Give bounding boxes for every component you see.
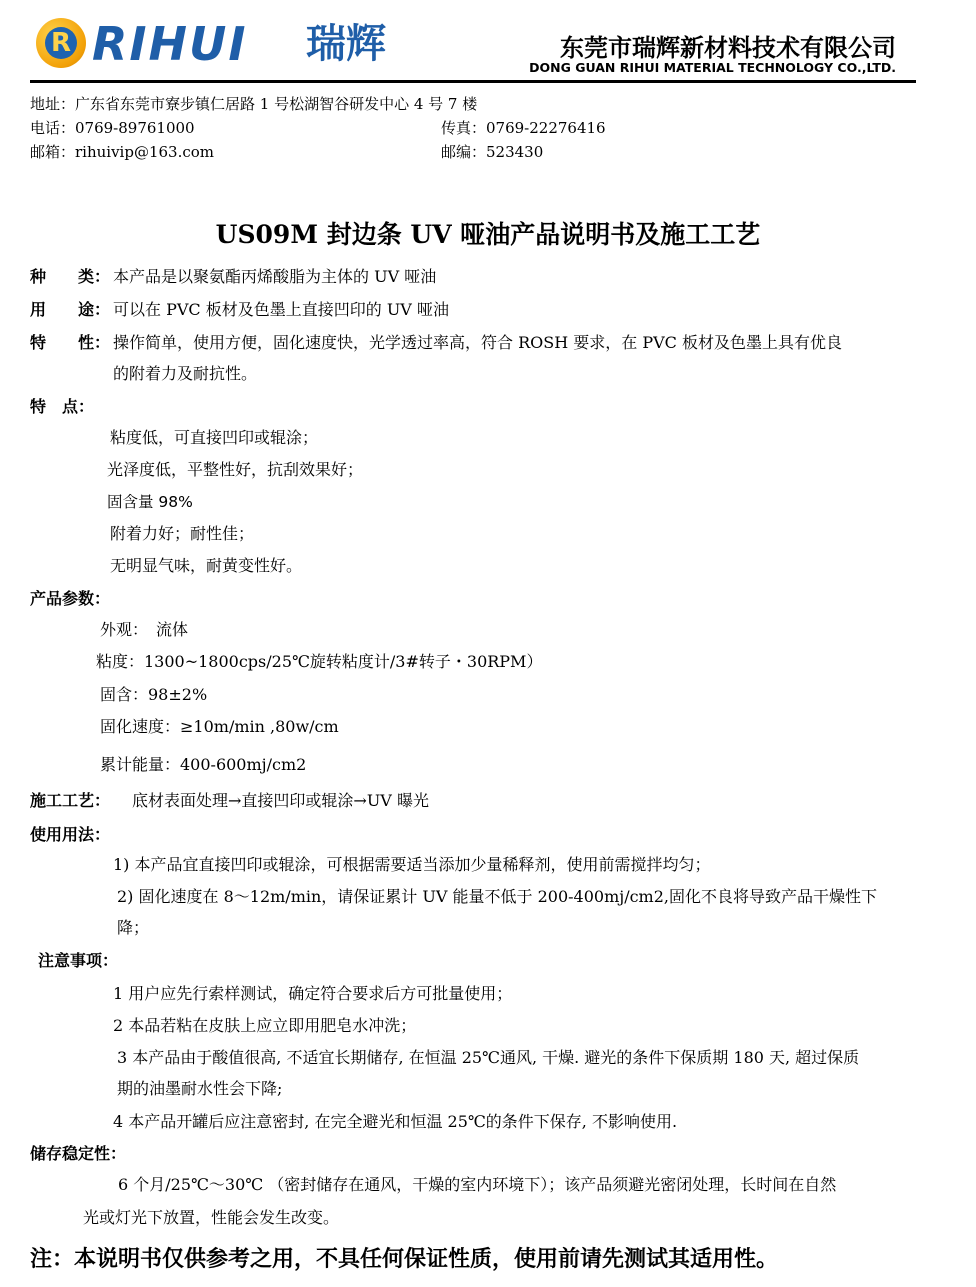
disclaimer: 注：本说明书仅供参考之用，不具任何保证性质，使用前请先测试其适用性。	[30, 1247, 779, 1272]
param-viscosity: 粘度：1300~1800cps/25℃旋转粘度计/3#转子・30RPM）	[96, 652, 543, 671]
email: 邮箱：rihuivip@163.com	[30, 143, 215, 161]
logo-wordmark: RIHUI	[92, 17, 248, 71]
property-label: 特 性：	[30, 333, 111, 352]
postcode: 邮编：523430	[441, 143, 544, 161]
company-name-en: DONG GUAN RIHUI MATERIAL TECHNOLOGY CO.,LTD.	[529, 60, 896, 75]
feature-item: 粘度低，可直接凹印或辊涂；	[110, 428, 319, 447]
process-label: 施工工艺：	[30, 791, 111, 810]
document-title: US09M 封边条 UV 哑油产品说明书及施工工艺	[215, 220, 761, 249]
phone: 电话：0769-89761000	[30, 119, 195, 137]
param-appearance: 外观： 流体	[100, 620, 189, 639]
feature-item: 光泽度低，平整性好，抗刮效果好；	[107, 460, 364, 479]
params-label: 产品参数：	[30, 589, 111, 608]
note-item: 2 本品若粘在皮肤上应立即用肥皂水冲洗；	[113, 1016, 417, 1035]
type-label: 种 类：	[30, 267, 111, 286]
notes-label: 注意事项：	[38, 951, 119, 970]
param-energy: 累计能量：400-600mj/cm2	[100, 755, 307, 774]
method-item: 2) 固化速度在 8～12m/min，请保证累计 UV 能量不低于 200-400mj/cm2,固化不良将导致产品干燥性下	[117, 887, 877, 906]
param-solid: 固含：98±2%	[100, 685, 208, 704]
feature-item: 无明显气味，耐黄变性好。	[110, 556, 303, 575]
storage-text-line2: 光或灯光下放置，性能会发生改变。	[83, 1208, 340, 1227]
usage-label: 用 途：	[30, 300, 111, 319]
method-item-continued: 降；	[117, 918, 150, 937]
fax: 传真：0769-22276416	[441, 119, 606, 137]
company-logo	[36, 16, 398, 72]
method-label: 使用用法：	[30, 825, 111, 844]
logo-chinese-name: 瑞辉	[306, 21, 386, 67]
features-label: 特 点：	[30, 397, 95, 416]
header-divider	[30, 80, 916, 83]
note-item: 1 用户应先行索样测试，确定符合要求后方可批量使用；	[113, 984, 513, 1003]
process-text: 底材表面处理→直接凹印或辊涂→UV 曝光	[132, 791, 429, 810]
company-name-cn: 东莞市瑞辉新材料技术有限公司	[560, 34, 896, 62]
type-text: 本产品是以聚氨酯丙烯酸脂为主体的 UV 哑油	[113, 267, 437, 286]
param-cure-speed: 固化速度：≥10m/min ,80w/cm	[100, 717, 339, 736]
method-item: 1) 本产品宜直接凹印或辊涂，可根据需要适当添加少量稀释剂，使用前需搅拌均匀；	[113, 855, 711, 874]
feature-item: 固含量 98%	[107, 493, 193, 511]
note-item: 3 本产品由于酸值很高, 不适宜长期储存, 在恒温 25℃通风, 干燥. 避光的条件下保质期 180 天, 超过保质	[117, 1048, 860, 1067]
note-item-continued: 期的油墨耐水性会下降;	[117, 1079, 283, 1098]
feature-item: 附着力好；耐性佳；	[110, 524, 255, 543]
note-item: 4 本产品开罐后应注意密封, 在完全避光和恒温 25℃的条件下保存, 不影响使用.	[113, 1112, 678, 1131]
logo-mark: R	[36, 18, 86, 68]
property-text-line2: 的附着力及耐抗性。	[113, 364, 258, 383]
usage-text: 可以在 PVC 板材及色墨上直接凹印的 UV 哑油	[113, 300, 449, 319]
property-text-line1: 操作简单，使用方便，固化速度快，光学透过率高，符合 ROSH 要求，在 PVC 板材及色墨上具有优良	[113, 333, 842, 352]
address: 地址：广东省东莞市寮步镇仁居路 1 号松湖智谷研发中心 4 号 7 楼	[30, 95, 478, 113]
storage-text-line1: 6 个月/25℃～30℃ （密封储存在通风，干燥的室内环境下）；该产品须避光密闭处理，长时间在自然	[118, 1175, 837, 1194]
storage-label: 储存稳定性：	[30, 1144, 127, 1163]
